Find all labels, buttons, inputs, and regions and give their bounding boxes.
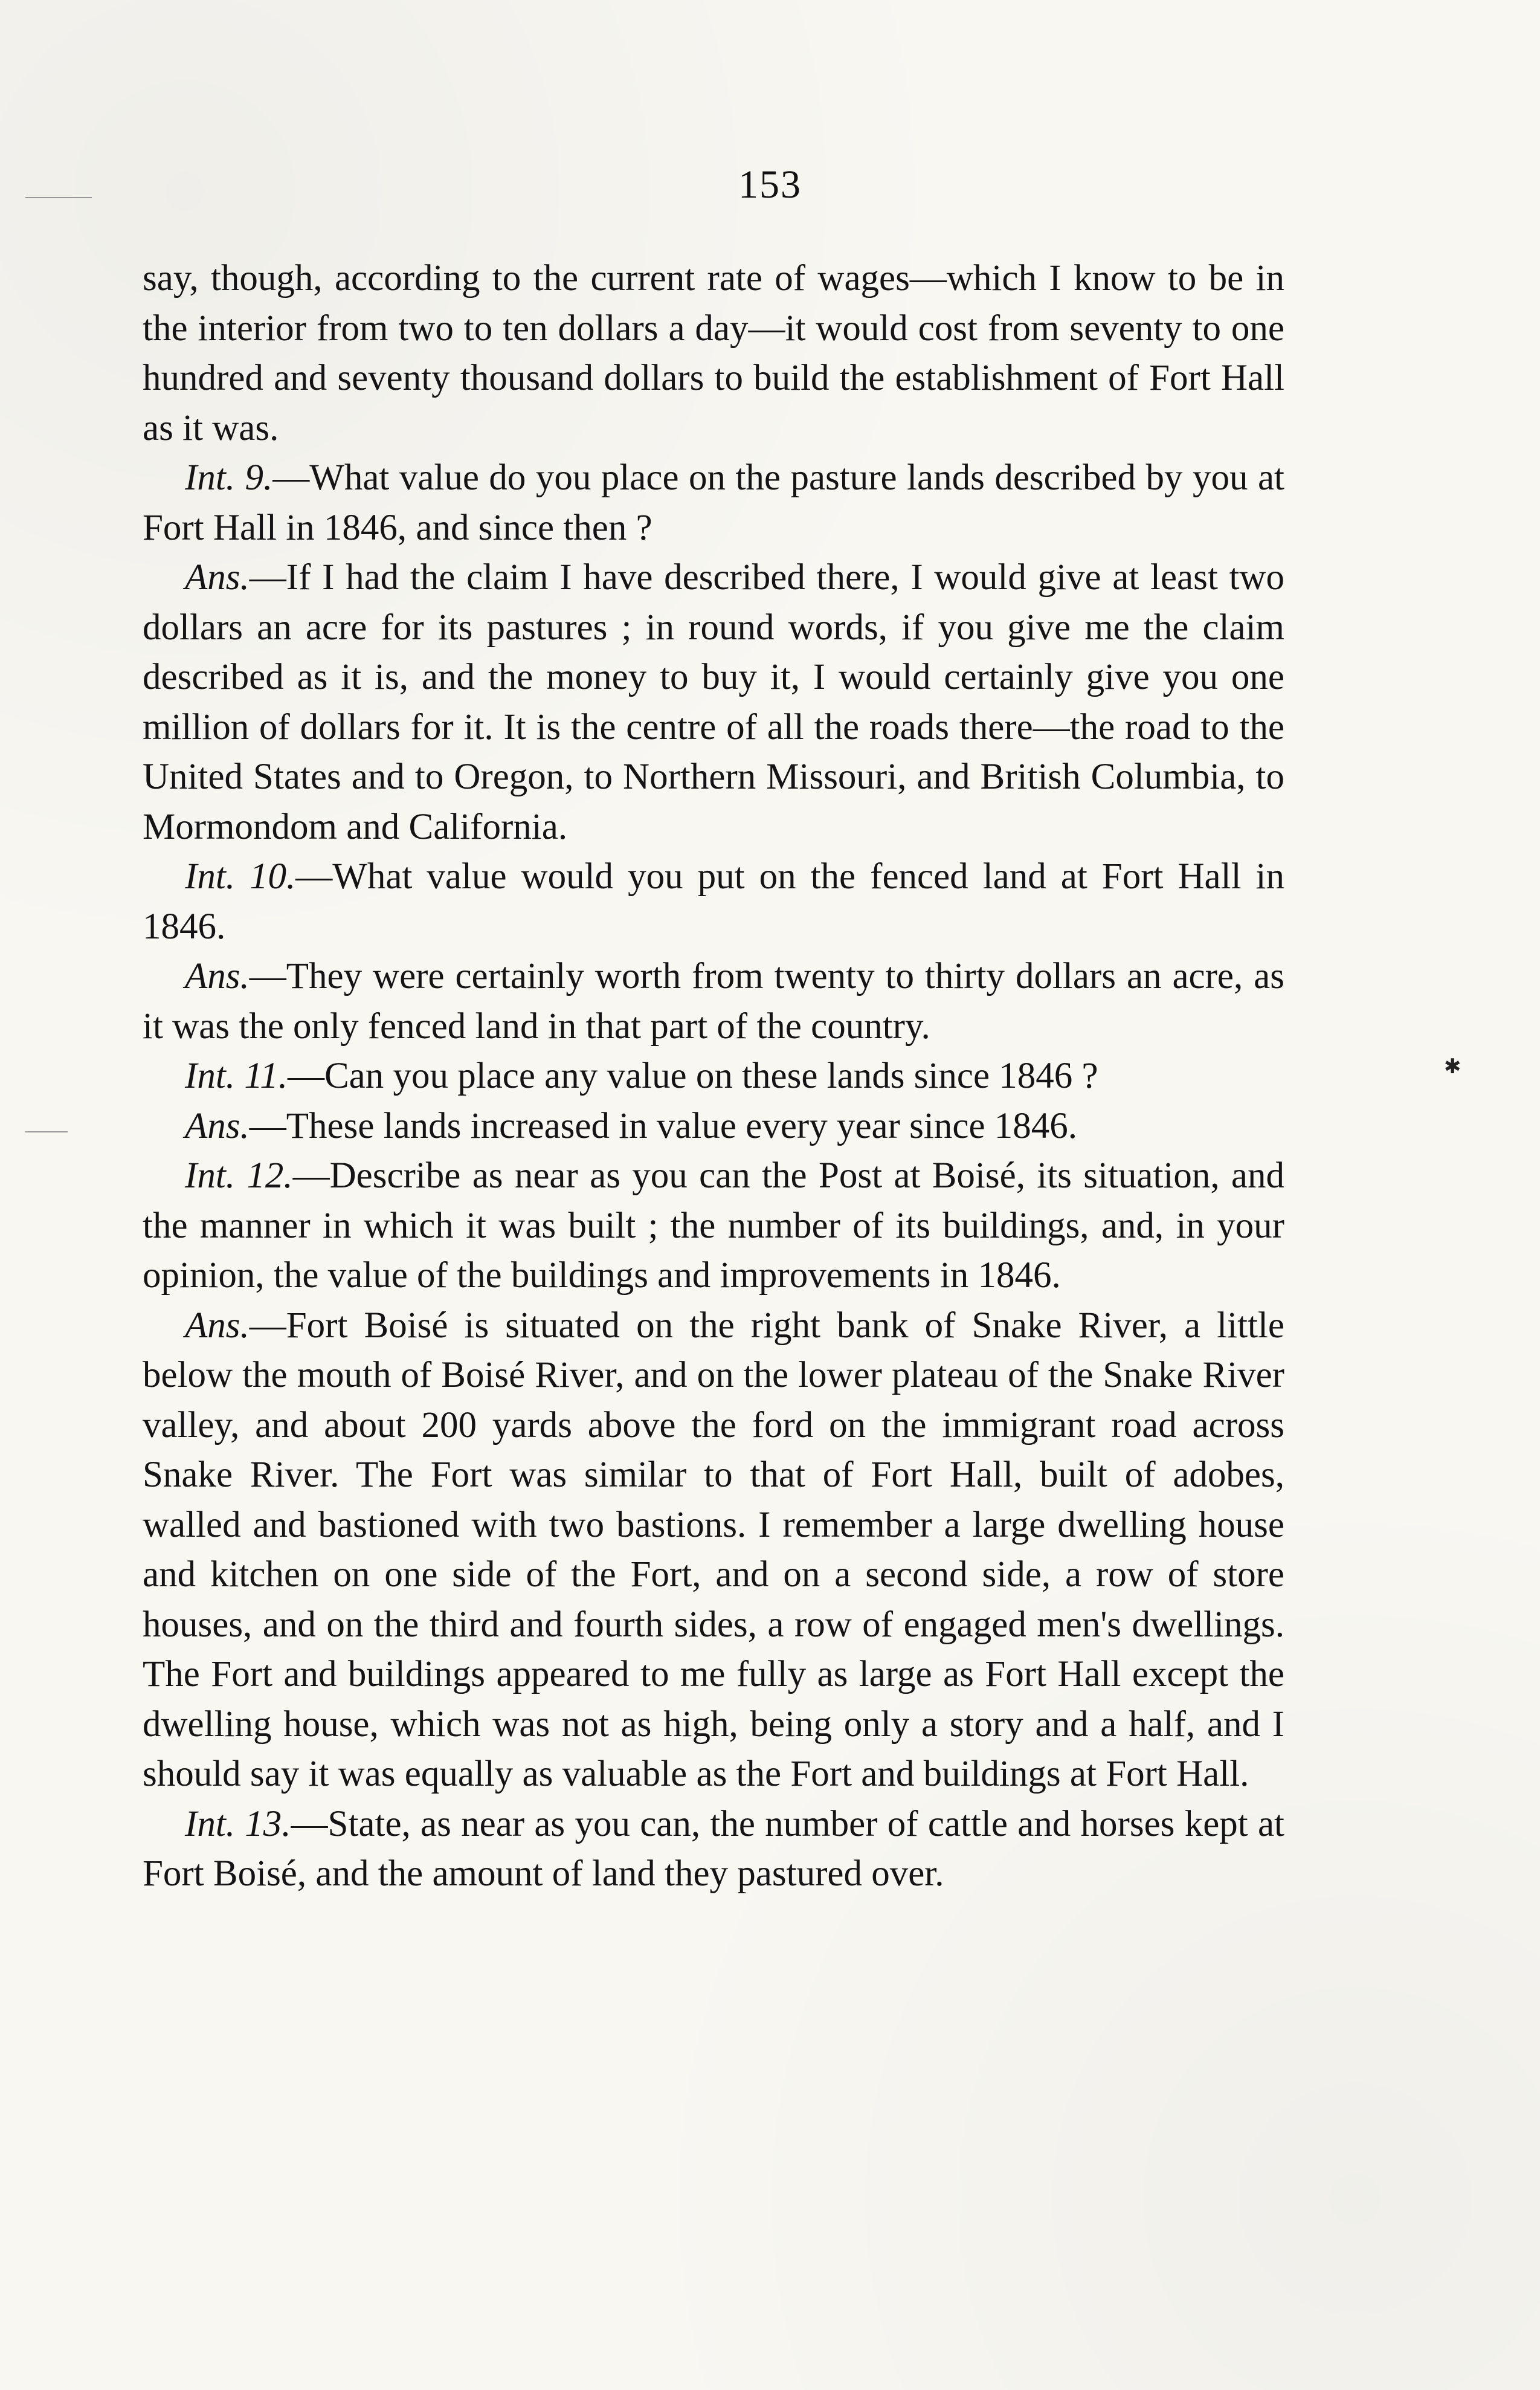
answer-10 [143,952,1284,1051]
margin-mark [25,197,92,198]
paragraph-text: —Describe as near as you can the Post at Boisé, its situation, and the manner in which it was built ; the number of its buildings, and, in your opinion, the value of the buildings and improvements in 1846. [143,1155,1284,1296]
paragraph-label: Int. 10. [185,856,296,897]
paragraph-text: say, though, according to the current rate of wages—which I know to be in the interior from two to ten dollars a day—it would cost from seventy to one hundred and seventy thousand dollars to build the establishment of Fort Hall as it was. [143,258,1284,448]
margin-asterisk: ✱ [1444,1055,1461,1079]
paragraph-label: Ans. [185,1305,250,1346]
interrogatory-11 [143,1051,1284,1102]
paragraph-label: Ans. [185,557,250,598]
margin-mark [25,1131,68,1132]
paragraph-text: —If I had the claim I have described there, I would give at least two dollars an acre for its pastures ; in round words, if you give me the claim described as it is, and the money to buy it, I would certainly give you one million of dollars for it. It is the centre of all the roads there—the road to the United States and to Oregon, to Northern Missouri, and British Columbia, to Mormondom and California. [143,557,1284,847]
paragraph-label: Int. 12. [185,1155,293,1196]
paragraph-text: —What value would you put on the fenced land at Fort Hall in 1846. [143,856,1285,947]
page-number: 153 [738,163,802,207]
body-text [143,254,1284,1899]
answer-12 [143,1301,1284,1800]
paragraph-text: —Can you place any value on these lands since 1846 ? [287,1056,1098,1096]
answer-11 [143,1102,1284,1152]
paragraph-text: —State, as near as you can, the number of cattle and horses kept at Fort Boisé, and the amount of land they pastured over. [143,1803,1285,1894]
answer-9 [143,553,1284,852]
paragraph-text: —They were certainly worth from twenty to thirty dollars an acre, as it was the only fenced land in that part of the country. [143,956,1284,1047]
interrogatory-9 [143,453,1284,553]
paragraph-text: —Fort Boisé is situated on the right bank of Snake River, a little below the mouth of Boisé River, and on the lower plateau of the Snake River valley, and about 200 yards above the ford on the immigrant road across Snake River. The Fort was similar to that of Fort Hall, built of adobes, walled and bastioned with two bastions. I remember a large dwelling house and kitchen on one side of the Fort, and on a second side, a row of store houses, and on the third and fourth sides, a row of engaged men's dwellings. The Fort and buildings appeared to me fully as large as Fort Hall except the dwelling house, which was not as high, being only a story and a half, and I should say it was equally as valuable as the Fort and buildings at Fort Hall. [143,1305,1284,1794]
paragraph-label: Ans. [185,1105,250,1146]
paragraph-text: —What value do you place on the pasture lands described by you at Fort Hall in 1846, and since then ? [143,457,1285,548]
paragraph-label: Int. 9. [185,457,273,498]
paragraph-label: Ans. [185,956,250,996]
paragraph-continuation [143,254,1284,453]
interrogatory-10 [143,852,1284,952]
interrogatory-12 [143,1151,1284,1301]
paragraph-label: Int. 11. [185,1056,288,1096]
paragraph-text: —These lands increased in value every year since 1846. [249,1105,1078,1146]
paragraph-label: Int. 13. [185,1803,291,1844]
interrogatory-13 [143,1800,1284,1899]
